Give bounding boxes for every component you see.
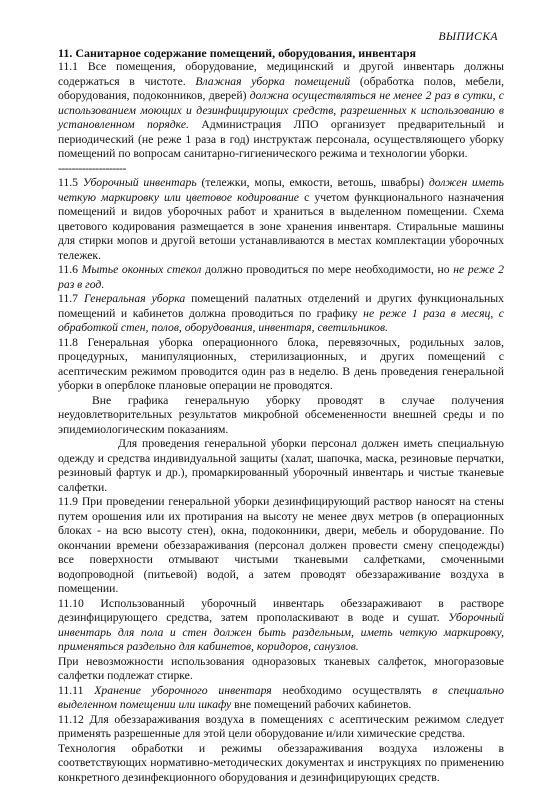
paragraph-napkins: При невозможности использования одноразовых тканевых салфеток, многоразовые салфетки подлежат стирке. <box>58 654 504 682</box>
separator-line: -------------------- <box>58 161 126 175</box>
paragraph-11-11: 11.11 Хранение уборочного инвентаря необходимо осуществлять в специально выделенном помещении или шкафу вне помещений рабочих кабинетов. <box>58 683 504 711</box>
paragraph-11-1: 11.1 Все помещения, оборудование, медицинский и другой инвентарь должны содержаться в чистоте. Влажная уборка помещений (обработка полов, мебели, оборудования, подоконников, дверей) должна осуществляться не менее 2 раз в сутки, с использованием моющих и дезинфицирующих средств, разрешенных к использованию в установленном порядке. Администрация ЛПО организует предварительный и периодический (не реже 1 раза в год) инструктаж персонала, осуществляющего уборку помещений по вопросам санитарно-гигиенического режима и технологии уборки. <box>58 60 504 160</box>
paragraph-technology: Технология обработки и режимы обеззараживания воздуха изложены в соответствующих нормативно-методических документах и инструкциях по применению конкретного дезинфекционного оборудования и дезинфицирующих средств. <box>58 741 504 784</box>
paragraph-11-6: 11.6 Мытье оконных стекол должно проводиться по мере необходимости, но не реже 2 раз в год. <box>58 263 504 291</box>
extract-stamp: ВЫПИСКА <box>438 31 498 43</box>
section-title: 11. Санитарное содержание помещений, оборудования, инвентаря <box>58 45 417 60</box>
paragraph-11-10: 11.10 Использованный уборочный инвентарь обеззараживают в растворе дезинфицирующего средства, затем прополаскивают в воде и сушат. Уборочный инвентарь для пола и стен должен быть раздельным, иметь четкую маркировку, применяться раздельно для кабинетов, коридоров, санузлов. <box>58 596 504 653</box>
paragraph-ppe: Для проведения генеральной уборки персонал должен иметь специальную одежду и средства индивидуальной защиты (халат, шапочка, маска, резиновые перчатки, резиновый фартук и др.), промаркированный уборочный инвентарь и чистые тканевые салфетки. <box>58 437 504 494</box>
paragraph-11-12: 11.12 Для обеззараживания воздуха в помещениях с асептическим режимом следует применять разрешенные для этой цели оборудование и/или химические средства. <box>58 712 504 740</box>
paragraph-11-7: 11.7 Генеральная уборка помещений палатных отделений и других функциональных помещений и кабинетов должна проводиться по графику не реже 1 раза в месяц, с обработкой стен, полов, оборудования, инвентаря, светильников. <box>58 292 504 334</box>
paragraph-11-9: 11.9 При проведении генеральной уборки дезинфицирующий раствор наносят на стены путем орошения или их протирания на высоту не менее двух метров (в операционных блоках - на всю высоту стен), окна, подоконники, двери, мебель и оборудование. По окончании времени обеззараживания (персонал должен провести смену спецодежды) все поверхности отмывают чистыми тканевыми салфетками, смоченными водопроводной (питьевой) водой, а затем проводят обеззараживание воздуха в помещении. <box>58 495 504 595</box>
paragraph-11-8: 11.8 Генеральная уборка операционного блока, перевязочных, родильных залов, процедурных, манипуляционных, стерилизационных, и других помещений с асептическим режимом проводится один раз в неделю. В день проведения генеральной уборки в оперблоке плановые операции не проводятся. <box>58 335 504 392</box>
paragraph-extra-cleaning: Вне графика генеральную уборку проводят в случае получения неудовлетворительных результатов микробной обсемененности внешней среды и по эпидемиологическим показаниям. <box>58 393 504 436</box>
paragraph-11-5: 11.5 Уборочный инвентарь (тележки, мопы, емкости, ветошь, швабры) должен иметь четкую маркировку или цветовое кодирование с учетом функционального назначения помещений и видов уборочных работ и храниться в выделенном помещении. Схема цветового кодирования размещается в зоне хранения инвентаря. Стиральные машины для стирки мопов и другой ветоши устанавливаются в местах комплектации уборочных тележек. <box>58 176 505 262</box>
